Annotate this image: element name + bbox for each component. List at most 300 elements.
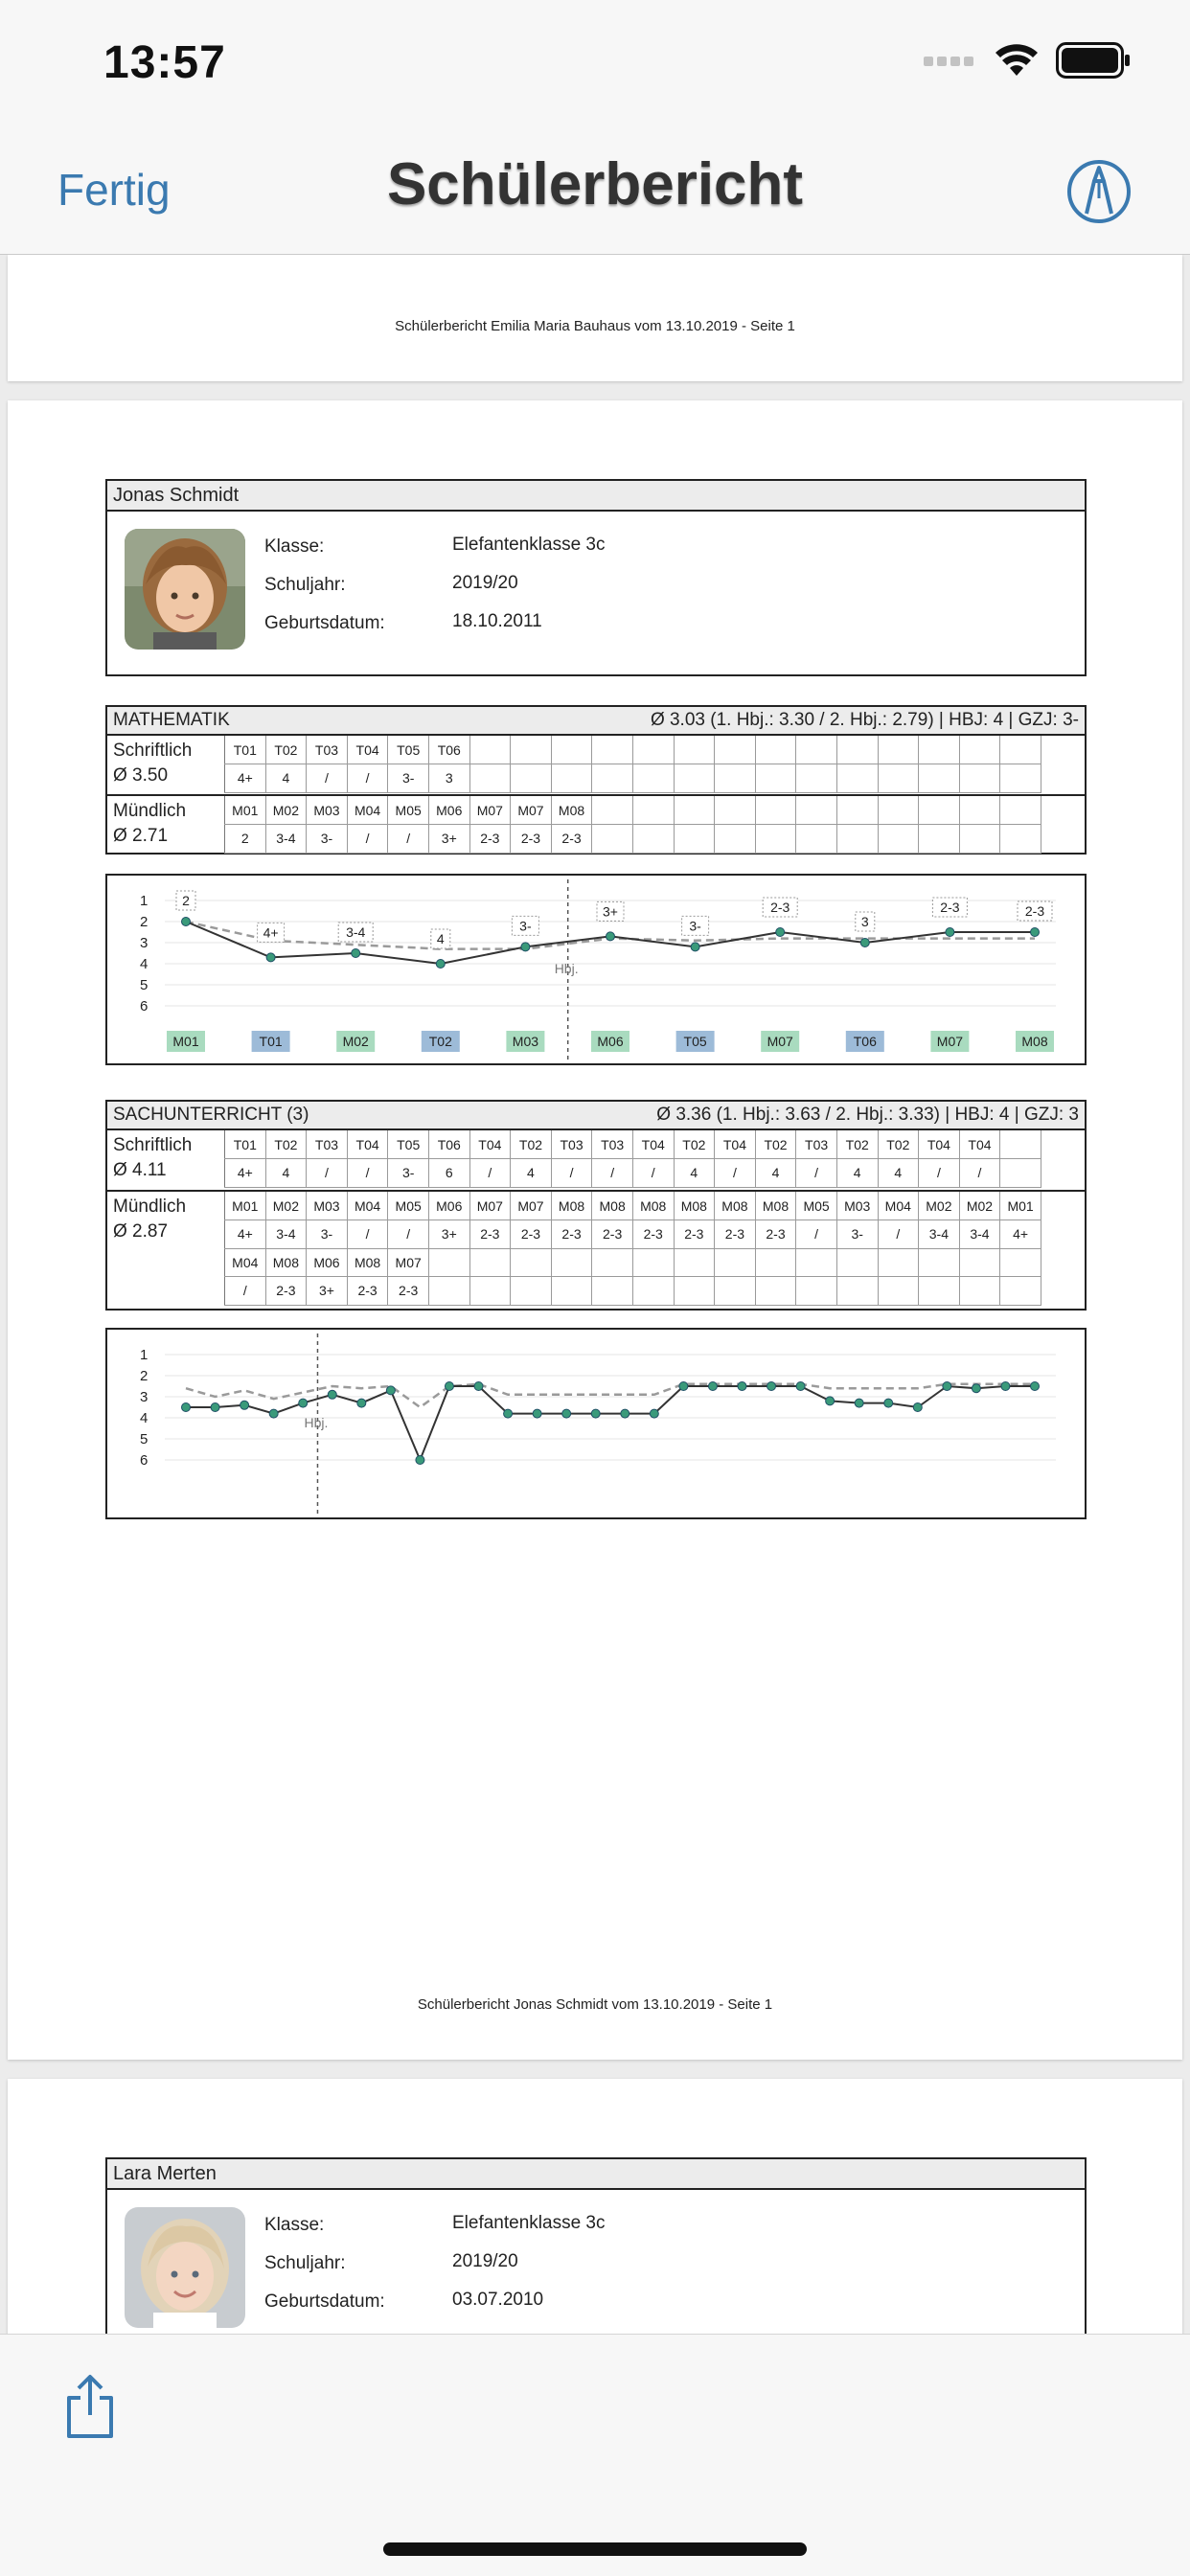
grade-value-cell: /	[551, 1159, 592, 1188]
grade-point	[211, 1403, 219, 1412]
grade-point	[591, 1409, 600, 1418]
done-button[interactable]: Fertig	[57, 165, 171, 215]
grade-value-cell: 2-3	[674, 1220, 715, 1249]
grade-point	[328, 1390, 336, 1399]
next-report-page	[8, 2079, 1182, 2334]
grade-value-cell: 6	[428, 1159, 469, 1188]
grade-code-cell: M08	[347, 1248, 388, 1277]
y-tick-label: 6	[140, 1452, 149, 1469]
grade-code-cell: M03	[836, 1192, 878, 1220]
grade-point	[606, 932, 615, 941]
empty-cell	[755, 825, 796, 854]
school-year-label: Schuljahr:	[264, 575, 346, 595]
grade-value-cell: 3-4	[959, 1220, 1000, 1249]
birthdate-value: 03.07.2010	[452, 2290, 544, 2310]
grade-code-cell: M08	[265, 1248, 307, 1277]
empty-cell	[836, 1248, 878, 1277]
grade-value-cell: /	[347, 764, 388, 793]
birthdate-value: 18.10.2011	[452, 611, 542, 631]
grade-value-cell: 2	[225, 825, 266, 854]
empty-cell	[959, 1277, 1000, 1306]
y-tick-label: 6	[140, 998, 149, 1014]
empty-cell	[878, 1248, 919, 1277]
student-name: Lara Merten	[107, 2159, 1085, 2190]
grade-point	[1031, 928, 1040, 937]
grade-point	[182, 1403, 191, 1412]
grade-point	[855, 1399, 863, 1407]
birthdate-label: Geburtsdatum:	[264, 613, 385, 633]
class-value: Elefantenklasse 3c	[452, 2213, 606, 2233]
empty-cell	[959, 796, 1000, 825]
subject-name: MATHEMATIK	[113, 710, 230, 730]
subject-name: SACHUNTERRICHT (3)	[113, 1105, 309, 1125]
x-category-label: M06	[597, 1034, 624, 1049]
grade-value-cell: 3-	[836, 1220, 878, 1249]
empty-cell	[836, 825, 878, 854]
grade-value-cell: 2-3	[469, 1220, 511, 1249]
grade-point	[621, 1409, 629, 1418]
grade-code-cell: M07	[388, 1248, 429, 1277]
empty-cell	[632, 736, 674, 764]
grade-value-cell: 3-	[307, 825, 348, 854]
x-category-label: M03	[512, 1034, 539, 1049]
grade-code-cell: M08	[551, 796, 592, 825]
empty-cell	[755, 1277, 796, 1306]
cellular-signal-icon	[924, 53, 977, 68]
grade-code-cell: T04	[347, 1130, 388, 1159]
empty-cell	[469, 1277, 511, 1306]
grade-code-cell: T06	[428, 736, 469, 764]
sachunterricht-grade-chart	[107, 1330, 1085, 1517]
empty-cell	[632, 764, 674, 793]
subject-table-sachunterricht	[105, 1100, 1087, 1311]
math-grade-chart	[107, 876, 1085, 1063]
grade-point	[708, 1382, 717, 1391]
grade-code-cell: M03	[307, 1192, 348, 1220]
grade-value-cell: 2-3	[551, 825, 592, 854]
empty-cell	[1000, 825, 1041, 854]
grade-value-cell: 3+	[428, 1220, 469, 1249]
grade-point	[913, 1403, 922, 1412]
empty-cell	[715, 764, 756, 793]
grade-code-cell: T05	[388, 1130, 429, 1159]
empty-cell	[836, 764, 878, 793]
empty-cell	[959, 764, 1000, 793]
subject-table-math	[105, 705, 1087, 855]
grade-value-cell: 2-3	[388, 1277, 429, 1306]
empty-cell	[796, 736, 837, 764]
empty-cell	[1000, 1159, 1041, 1188]
report-page	[8, 400, 1182, 2060]
empty-cell	[755, 736, 796, 764]
grade-value-cell: 4	[878, 1159, 919, 1188]
school-year-value: 2019/20	[452, 573, 518, 593]
birthdate-label: Geburtsdatum:	[264, 2291, 385, 2312]
empty-cell	[796, 825, 837, 854]
grade-point	[796, 1382, 805, 1391]
empty-cell	[959, 825, 1000, 854]
x-category-label: M08	[1021, 1034, 1048, 1049]
grade-value-cell: 4	[755, 1159, 796, 1188]
subject-average: Ø 3.36 (1. Hbj.: 3.63 / 2. Hbj.: 3.33) | HBJ: 4 | GZJ: 3	[656, 1105, 1079, 1125]
y-tick-label: 3	[140, 935, 149, 951]
empty-cell	[1000, 1130, 1041, 1159]
math-chart	[105, 874, 1087, 1065]
grade-value-cell: 2-3	[511, 1220, 552, 1249]
grade-value-cell: /	[388, 1220, 429, 1249]
empty-cell	[796, 796, 837, 825]
grade-value-cell: /	[225, 1277, 266, 1306]
grade-value-cell: 4+	[225, 1159, 266, 1188]
grade-code-cell: T03	[307, 1130, 348, 1159]
subject-header	[107, 707, 1085, 736]
x-category-label: M07	[767, 1034, 793, 1049]
subject-average: Ø 3.03 (1. Hbj.: 3.30 / 2. Hbj.: 2.79) | HBJ: 4 | GZJ: 3-	[650, 710, 1079, 730]
grade-code-cell: M05	[388, 796, 429, 825]
empty-cell	[674, 825, 715, 854]
x-category-label: T02	[428, 1034, 452, 1049]
grade-tag-label: 4	[436, 931, 445, 946]
grade-point	[1001, 1382, 1010, 1391]
grade-code-cell: T04	[469, 1130, 511, 1159]
y-tick-label: 5	[140, 977, 149, 993]
empty-cell	[755, 1248, 796, 1277]
class-label: Klasse:	[264, 536, 325, 557]
grade-value-cell: 2-3	[632, 1220, 674, 1249]
status-icons	[924, 42, 1131, 79]
grade-value-cell: /	[715, 1159, 756, 1188]
empty-cell	[715, 1277, 756, 1306]
empty-cell	[919, 796, 960, 825]
grade-value-cell: 4+	[225, 1220, 266, 1249]
grade-code-cell: M04	[347, 796, 388, 825]
grade-code-cell: T06	[428, 1130, 469, 1159]
empty-cell	[878, 764, 919, 793]
grade-code-cell: M06	[428, 796, 469, 825]
grade-code-cell: M01	[225, 796, 266, 825]
student-photo	[125, 2207, 245, 2328]
written-label: Schriftlich	[113, 741, 193, 761]
grade-value-cell: 2-3	[347, 1277, 388, 1306]
grade-value-cell: /	[632, 1159, 674, 1188]
empty-cell	[674, 1248, 715, 1277]
student-card	[105, 479, 1087, 676]
empty-cell	[836, 736, 878, 764]
grade-value-cell: 2-3	[511, 825, 552, 854]
grade-code-cell: T03	[796, 1130, 837, 1159]
page-footer: Schülerbericht Emilia Maria Bauhaus vom 13.10.2019 - Seite 1	[395, 318, 795, 334]
empty-cell	[592, 736, 633, 764]
grade-point	[826, 1397, 835, 1405]
empty-cell	[632, 1277, 674, 1306]
grade-code-cell: T02	[265, 1130, 307, 1159]
empty-cell	[632, 1248, 674, 1277]
grade-value-cell: 4+	[225, 764, 266, 793]
grade-value-cell: 2-3	[755, 1220, 796, 1249]
grade-code-cell: T04	[715, 1130, 756, 1159]
empty-cell	[469, 764, 511, 793]
oral-label: Mündlich	[113, 801, 187, 821]
grade-code-cell: M02	[265, 796, 307, 825]
empty-cell	[796, 764, 837, 793]
empty-cell	[1000, 736, 1041, 764]
markup-pen-icon[interactable]	[1065, 158, 1133, 225]
grade-code-cell: T04	[919, 1130, 960, 1159]
grade-point	[445, 1382, 453, 1391]
empty-cell	[592, 825, 633, 854]
status-time: 13:57	[103, 37, 226, 88]
grade-point	[738, 1382, 746, 1391]
grade-code-cell: T03	[551, 1130, 592, 1159]
oral-grades-row	[107, 796, 1085, 853]
grade-code-cell: T05	[388, 736, 429, 764]
empty-cell	[959, 736, 1000, 764]
sachunterricht-chart	[105, 1328, 1087, 1519]
share-icon[interactable]	[63, 2373, 117, 2440]
grade-code-cell: T02	[878, 1130, 919, 1159]
grade-code-cell: T02	[836, 1130, 878, 1159]
grade-point	[182, 918, 191, 926]
y-tick-label: 2	[140, 1368, 149, 1384]
written-average: Ø 3.50	[113, 765, 169, 786]
grade-point	[504, 1409, 513, 1418]
grade-tag-label: 3-4	[346, 924, 366, 940]
grade-value-cell: 2-3	[551, 1220, 592, 1249]
empty-cell	[919, 1277, 960, 1306]
x-category-label: M07	[936, 1034, 964, 1049]
student-name: Jonas Schmidt	[107, 481, 1085, 512]
grade-code-cell: M02	[265, 1192, 307, 1220]
grade-code-cell: T03	[592, 1130, 633, 1159]
empty-cell	[959, 1248, 1000, 1277]
grade-point	[269, 1409, 278, 1418]
empty-cell	[428, 1248, 469, 1277]
grade-code-cell: M06	[307, 1248, 348, 1277]
class-value: Elefantenklasse 3c	[452, 535, 606, 555]
grade-tag-label: 2-3	[1024, 903, 1045, 919]
empty-cell	[592, 764, 633, 793]
grade-point	[860, 939, 869, 947]
grade-code-cell: M06	[428, 1192, 469, 1220]
child-photo-icon	[125, 2207, 245, 2328]
empty-cell	[755, 796, 796, 825]
empty-cell	[674, 796, 715, 825]
grade-code-cell: M08	[592, 1192, 633, 1220]
grade-tag-label: 3	[860, 914, 869, 929]
student-photo	[125, 529, 245, 650]
oral-average: Ø 2.87	[113, 1221, 169, 1242]
grade-value-cell: /	[307, 1159, 348, 1188]
grade-value-cell: 3+	[428, 825, 469, 854]
grade-point	[266, 953, 275, 962]
empty-cell	[551, 736, 592, 764]
empty-cell	[836, 796, 878, 825]
halfyear-label: Hbj.	[304, 1415, 329, 1430]
grade-value-cell: 4	[836, 1159, 878, 1188]
grade-code-cell: M08	[715, 1192, 756, 1220]
empty-cell	[715, 736, 756, 764]
y-tick-label: 3	[140, 1389, 149, 1405]
empty-cell	[551, 1277, 592, 1306]
grade-value-cell: 2-3	[592, 1220, 633, 1249]
empty-cell	[796, 1248, 837, 1277]
grade-point	[352, 949, 360, 958]
school-year-value: 2019/20	[452, 2251, 518, 2271]
grade-code-cell: M02	[919, 1192, 960, 1220]
grade-value-cell: 2-3	[715, 1220, 756, 1249]
empty-cell	[919, 1248, 960, 1277]
empty-cell	[836, 1277, 878, 1306]
grade-code-cell: T02	[265, 736, 307, 764]
grade-point	[946, 928, 954, 937]
document-viewer[interactable]	[0, 255, 1190, 2334]
grade-code-cell: T01	[225, 1130, 266, 1159]
empty-cell	[715, 825, 756, 854]
grade-code-cell: M08	[632, 1192, 674, 1220]
grade-value-cell: /	[347, 825, 388, 854]
grade-code-cell: M04	[878, 1192, 919, 1220]
x-category-label: M01	[172, 1034, 199, 1049]
grade-code-cell: M07	[469, 1192, 511, 1220]
grade-point	[767, 1382, 776, 1391]
empty-cell	[715, 796, 756, 825]
empty-cell	[674, 1277, 715, 1306]
grade-point	[1031, 1382, 1040, 1391]
empty-cell	[919, 764, 960, 793]
grade-point	[562, 1409, 571, 1418]
halfyear-label: Hbj.	[554, 961, 579, 976]
grade-value-cell: /	[796, 1159, 837, 1188]
grade-tag-label: 2-3	[940, 900, 960, 915]
grade-value-cell: /	[919, 1159, 960, 1188]
grade-point	[299, 1399, 308, 1407]
empty-cell	[428, 1277, 469, 1306]
empty-cell	[469, 1248, 511, 1277]
grade-point	[691, 943, 699, 951]
empty-cell	[755, 764, 796, 793]
written-grades-row	[107, 736, 1085, 796]
oral-average: Ø 2.71	[113, 826, 169, 846]
grade-code-cell: T04	[959, 1130, 1000, 1159]
written-grades-grid	[224, 1130, 1041, 1188]
grade-tag-label: 3-	[689, 918, 701, 934]
empty-cell	[1000, 1277, 1041, 1306]
page-footer: Schülerbericht Jonas Schmidt vom 13.10.2019 - Seite 1	[417, 1996, 773, 2013]
empty-cell	[1000, 796, 1041, 825]
grade-value-cell: /	[878, 1220, 919, 1249]
grade-point	[650, 1409, 658, 1418]
y-tick-label: 4	[140, 1410, 149, 1426]
grade-code-cell: M04	[225, 1248, 266, 1277]
grade-point	[416, 1456, 424, 1465]
grade-code-cell: M07	[469, 796, 511, 825]
grade-point	[776, 928, 785, 937]
empty-cell	[632, 796, 674, 825]
grade-code-cell: T04	[347, 736, 388, 764]
grade-code-cell: T02	[511, 1130, 552, 1159]
child-photo-icon	[125, 529, 245, 650]
grade-value-cell: 3-4	[265, 1220, 307, 1249]
grade-value-cell: 3+	[307, 1277, 348, 1306]
grade-point	[386, 1386, 395, 1395]
empty-cell	[878, 736, 919, 764]
empty-cell	[919, 736, 960, 764]
grade-point	[972, 1384, 980, 1393]
battery-icon	[1056, 42, 1131, 79]
empty-cell	[878, 1277, 919, 1306]
previous-page	[8, 255, 1182, 381]
grade-value-cell: /	[347, 1159, 388, 1188]
empty-cell	[715, 1248, 756, 1277]
grade-value-cell: 4+	[1000, 1220, 1041, 1249]
grade-value-cell: 4	[511, 1159, 552, 1188]
grade-tag-label: 4+	[263, 924, 279, 941]
y-tick-label: 1	[140, 893, 149, 909]
x-category-label: T01	[259, 1034, 283, 1049]
wifi-icon	[995, 43, 1039, 78]
grade-point	[521, 943, 530, 951]
grade-value-cell: /	[592, 1159, 633, 1188]
subject-header	[107, 1102, 1085, 1130]
grade-point	[679, 1382, 688, 1391]
oral-grades-grid	[224, 1192, 1041, 1306]
grade-value-cell: 2-3	[265, 1277, 307, 1306]
oral-label: Mündlich	[113, 1197, 187, 1217]
empty-cell	[469, 736, 511, 764]
empty-cell	[551, 764, 592, 793]
grade-code-cell: T04	[632, 1130, 674, 1159]
grade-value-cell: /	[469, 1159, 511, 1188]
grade-code-cell: M01	[1000, 1192, 1041, 1220]
grade-value-cell: 4	[265, 1159, 307, 1188]
empty-cell	[1000, 764, 1041, 793]
student-card	[105, 2157, 1087, 2334]
grade-tag-label: 2	[182, 893, 190, 908]
empty-cell	[551, 1248, 592, 1277]
written-grades-grid	[224, 736, 1041, 793]
grade-value-cell: /	[347, 1220, 388, 1249]
grade-code-cell: M01	[225, 1192, 266, 1220]
x-category-label: T05	[683, 1034, 707, 1049]
grade-code-cell: M07	[511, 1192, 552, 1220]
grade-point	[436, 960, 445, 969]
grade-code-cell: T02	[674, 1130, 715, 1159]
oral-grades-row	[107, 1192, 1085, 1309]
grade-code-cell: M04	[347, 1192, 388, 1220]
grade-value-cell: /	[796, 1220, 837, 1249]
empty-cell	[674, 736, 715, 764]
empty-cell	[592, 1248, 633, 1277]
grade-code-cell: T03	[307, 736, 348, 764]
grade-value-cell: 3-	[388, 764, 429, 793]
y-tick-label: 1	[140, 1347, 149, 1363]
empty-cell	[919, 825, 960, 854]
empty-cell	[796, 1277, 837, 1306]
grade-point	[943, 1382, 951, 1391]
empty-cell	[511, 764, 552, 793]
written-average: Ø 4.11	[113, 1160, 167, 1180]
grade-code-cell: T02	[755, 1130, 796, 1159]
grade-code-cell: M02	[959, 1192, 1000, 1220]
bottom-toolbar	[0, 2334, 1190, 2576]
written-label: Schriftlich	[113, 1135, 193, 1155]
grade-value-cell: /	[388, 825, 429, 854]
grade-value-cell: 3	[428, 764, 469, 793]
empty-cell	[511, 736, 552, 764]
grade-code-cell: M03	[307, 796, 348, 825]
x-category-label: T06	[853, 1034, 877, 1049]
grade-value-cell: 2-3	[469, 825, 511, 854]
